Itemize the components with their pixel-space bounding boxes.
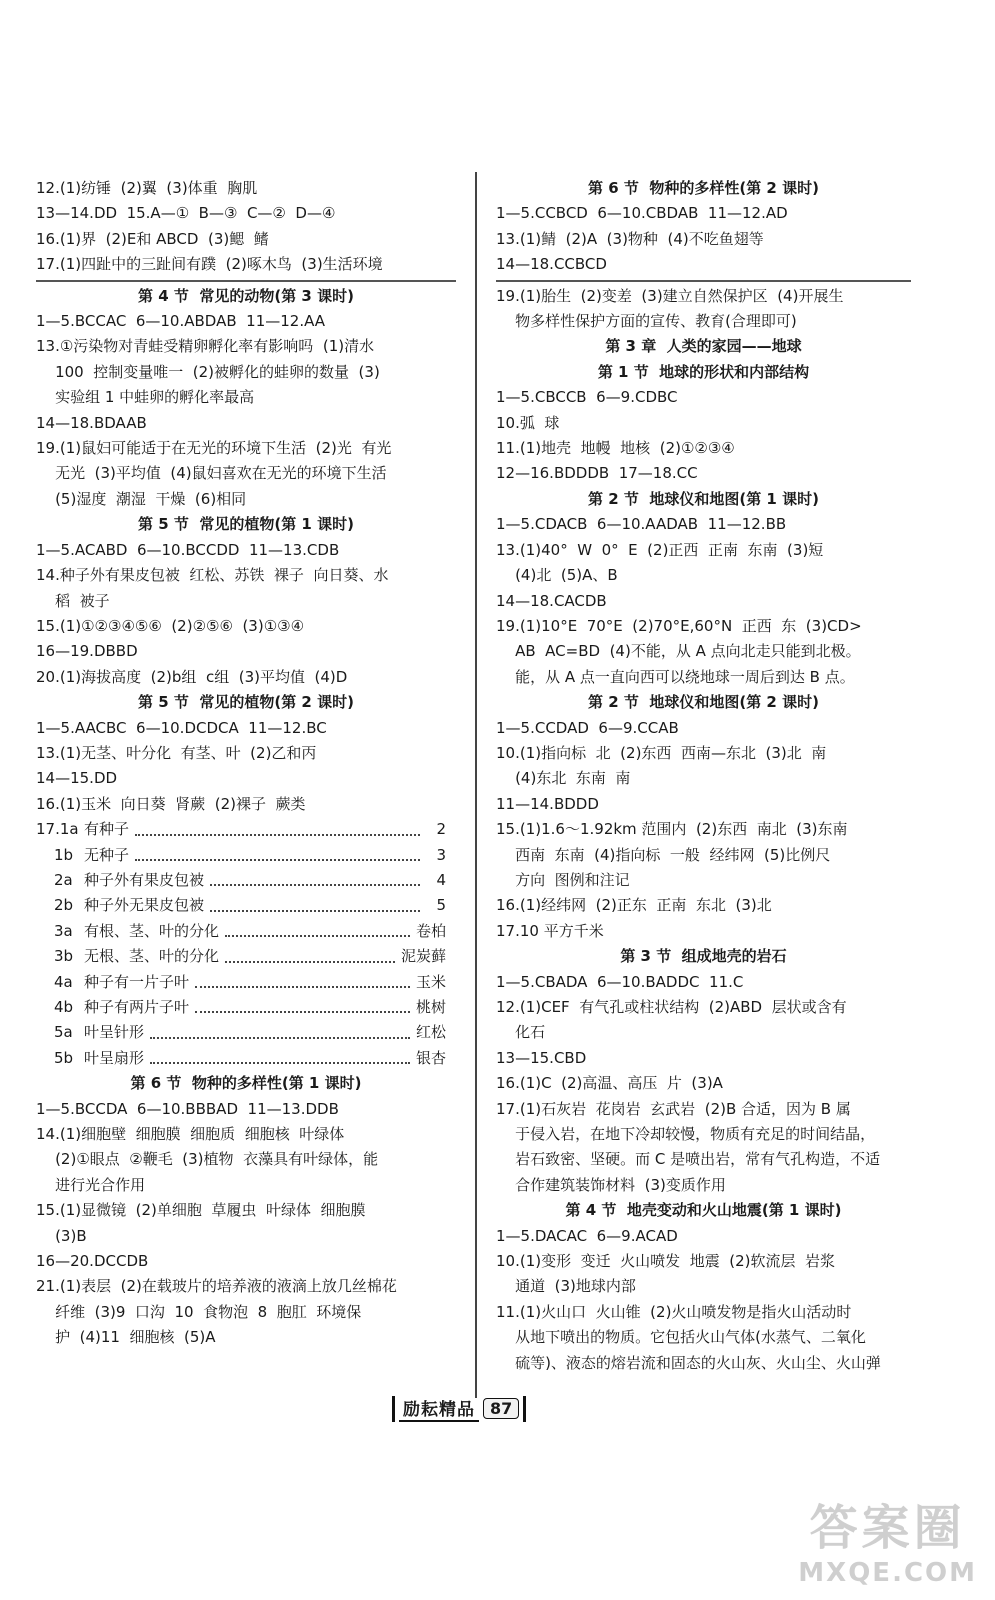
answer-line: 14—18.CACDB — [496, 591, 607, 610]
key-result: 玉米 — [415, 972, 446, 991]
answer-line: 14—18.BDAAB — [36, 413, 147, 432]
page-footer — [392, 1395, 526, 1422]
key-label: 5b — [54, 1048, 74, 1067]
section-heading: 第 5 节 常见的植物(第 2 课时) — [138, 693, 354, 712]
answer-line: 13.①污染物对青蛙受精卵孵化率有影响吗 (1)清水 — [36, 337, 375, 356]
key-text: 叶呈扇形 — [84, 1048, 145, 1067]
answer-line: 13—14.DD 15.A—① B—③ C—② D—④ — [36, 204, 336, 223]
answer-line: 1—5.CBADA 6—10.BADDC 11.C — [496, 972, 744, 991]
answer-line: 岩石致密、坚硬。而 C 是喷出岩，常有气孔构造，不适 — [496, 1150, 881, 1169]
answer-line: 通道 (3)地球内部 — [496, 1277, 636, 1296]
answer-line: 16—19.DBBD — [36, 642, 138, 661]
key-label: 3b — [54, 947, 74, 966]
watermark-url: MXQE.COM — [798, 1558, 977, 1588]
answer-line: 17.(1)四趾中的三趾间有蹼 (2)啄木鸟 (3)生活环境 — [36, 255, 383, 274]
footer-bar-left — [392, 1396, 395, 1422]
answer-line: 12.(1)纺锤 (2)翼 (3)体重 胸肌 — [36, 179, 258, 197]
answer-line: 16.(1)界 (2)E和 ABCD (3)鳃 鳍 — [36, 229, 269, 248]
key-row — [36, 919, 456, 944]
right-block-3 — [496, 512, 911, 690]
answer-line: (4)北 (5)A、B — [496, 566, 618, 585]
answer-line: 护 (4)11 细胞核 (5)A — [36, 1328, 216, 1347]
answer-line: 纤维 (3)9 口沟 10 食物泡 8 胞肛 环境保 — [36, 1302, 362, 1321]
answer-line: 17.(1)石灰岩 花岗岩 玄武岩 (2)B 合适，因为 B 属 — [496, 1099, 851, 1118]
key-label: 17.1a — [36, 820, 79, 839]
answer-line: 1—5.AACBC 6—10.DCDCA 11—12.BC — [36, 718, 327, 737]
section-heading: 第 2 节 地球仪和地图(第 1 课时) — [588, 489, 819, 508]
key-result: 4 — [436, 870, 446, 889]
right-block-1b — [496, 284, 911, 335]
section-heading: 第 6 节 物种的多样性(第 1 课时) — [130, 1074, 362, 1093]
answer-line: 16.(1)C (2)高温、高压 片 (3)A — [496, 1074, 723, 1093]
answer-line: 实验组 1 中蛙卵的孵化率最高 — [36, 388, 255, 407]
answer-line: 无光 (3)平均值 (4)鼠妇喜欢在无光的环境下生活 — [36, 464, 387, 483]
right-block-2 — [496, 385, 911, 487]
answer-line: 11.(1)地壳 地幔 地核 (2)①②③④ — [496, 439, 735, 458]
answer-line: 19.(1)10°E 70°E (2)70°E,60°N 正西 东 (3)CD> — [496, 616, 862, 635]
key-text: 种子有两片子叶 — [84, 998, 190, 1016]
left-block-2 — [36, 309, 456, 512]
answer-line: 1—5.CBCCB 6—9.CDBC — [496, 388, 678, 407]
key-text: 无种子 — [84, 845, 130, 864]
answer-line: 于侵入岩，在地下冷却较慢，物质有充足的时间结晶， — [496, 1125, 876, 1144]
answer-line: 14—15.DD — [36, 769, 118, 788]
key-leader — [135, 843, 420, 861]
section-rule — [496, 280, 911, 282]
left-block-1 — [36, 176, 456, 278]
answer-line: 13.(1)无茎、叶分化 有茎、叶 (2)乙和丙 — [36, 743, 317, 762]
answer-line: 1—5.BCCAC 6—10.ABDAB 11—12.AA — [36, 312, 326, 331]
answer-line: (5)湿度 潮湿 干燥 (6)相同 — [36, 489, 247, 508]
answer-line: 11—14.BDDD — [496, 794, 599, 813]
key-text: 种子外无果皮包被 — [84, 896, 205, 915]
answer-line: 19.(1)鼠妇可能适于在无光的环境下生活 (2)光 有光 — [36, 439, 392, 458]
right-block-4 — [496, 716, 911, 945]
key-row — [36, 843, 456, 868]
answer-line: 方向 图例和注记 — [496, 870, 630, 889]
watermark — [798, 1489, 977, 1588]
answer-line: (3)B — [36, 1226, 87, 1245]
section-heading: 第 3 节 组成地壳的岩石 — [620, 947, 787, 966]
key-label: 3a — [54, 921, 73, 940]
key-text: 叶呈针形 — [84, 1023, 145, 1042]
key-result: 红松 — [415, 1023, 446, 1042]
key-label: 1b — [54, 845, 74, 864]
right-block-5 — [496, 970, 911, 1199]
answer-line: 西南 东南 (4)指向标 一般 经纬网 (5)比例尺 — [496, 845, 831, 864]
key-label: 5a — [54, 1023, 73, 1042]
answer-line: (2)①眼点 ②鞭毛 (3)植物 衣藻具有叶绿体，能 — [36, 1150, 379, 1169]
key-label: 2a — [54, 870, 73, 889]
answer-line: 13.(1)40° W 0° E (2)正西 正南 东南 (3)短 — [496, 540, 824, 559]
key-row — [36, 1020, 456, 1045]
answer-line: 20.(1)海拔高度 (2)b组 c组 (3)平均值 (4)D — [36, 667, 348, 686]
right-block-1 — [496, 201, 911, 277]
watermark-title: 答案圈 — [809, 1500, 966, 1556]
left-column — [36, 176, 456, 1351]
answer-line: 15.(1)1.6～1.92km 范围内 (2)东西 南北 (3)东南 — [496, 820, 848, 839]
footer-bar-right — [523, 1396, 526, 1422]
answer-line: 14.种子外有果皮包被 红松、苏铁 裸子 向日葵、水 — [36, 566, 389, 585]
dichotomous-key — [36, 817, 456, 1071]
answer-line: 16.(1)经纬网 (2)正东 正南 东北 (3)北 — [496, 896, 772, 915]
key-result: 2 — [436, 820, 446, 839]
section-heading: 第 4 节 地壳变动和火山地震(第 1 课时) — [565, 1201, 842, 1220]
section-heading: 第 5 节 常见的植物(第 1 课时) — [138, 515, 354, 534]
key-label: 4a — [54, 972, 73, 991]
answer-line: 14—18.CCBCD — [496, 255, 607, 274]
key-text: 种子外有果皮包被 — [84, 870, 205, 889]
key-leader — [210, 868, 420, 886]
page-number: 87 — [483, 1398, 519, 1419]
key-text: 种子有一片子叶 — [84, 972, 190, 991]
key-leader — [210, 893, 420, 911]
key-leader — [150, 1020, 410, 1038]
answer-line: 1—5.DACAC 6—9.ACAD — [496, 1226, 678, 1245]
answer-line: 1—5.BCCDA 6—10.BBBAD 11—13.DDB — [36, 1099, 339, 1118]
left-block-5 — [36, 1097, 456, 1351]
key-text: 有根、茎、叶的分化 — [84, 921, 220, 940]
key-row — [36, 995, 456, 1020]
key-result: 3 — [436, 845, 446, 864]
answer-line: 1—5.CCDAD 6—9.CCAB — [496, 718, 679, 737]
answer-line: 17.10 平方千米 — [496, 921, 604, 940]
key-leader — [135, 817, 420, 835]
answer-line: 16—20.DCCDB — [36, 1252, 149, 1271]
footer-brand: 励耘精品 — [399, 1395, 479, 1422]
column-divider — [475, 172, 477, 1398]
key-row — [36, 1046, 456, 1071]
answer-line: 10.(1)变形 变迁 火山喷发 地震 (2)软流层 岩浆 — [496, 1252, 836, 1271]
answer-line: 从地下喷出的物质。它包括火山气体(水蒸气、二氧化 — [496, 1328, 866, 1347]
key-row — [36, 868, 456, 893]
section-heading: 第 6 节 物种的多样性(第 2 课时) — [588, 179, 819, 197]
key-row — [36, 817, 456, 842]
answer-line: 1—5.CDACB 6—10.AADAB 11—12.BB — [496, 515, 787, 534]
key-label: 4b — [54, 998, 74, 1016]
answer-line: (4)东北 东南 南 — [496, 769, 631, 788]
key-result: 桃树 — [415, 998, 446, 1016]
answer-line: 12.(1)CEF 有气孔或柱状结构 (2)ABD 层状或含有 — [496, 998, 847, 1016]
key-leader — [195, 995, 410, 1013]
answer-line: 19.(1)胎生 (2)变差 (3)建立自然保护区 (4)开展生 — [496, 286, 844, 305]
key-leader — [150, 1046, 410, 1064]
answer-line: 1—5.ACABD 6—10.BCCDD 11—13.CDB — [36, 540, 340, 559]
answer-line: 稻 被子 — [36, 591, 110, 610]
answer-line: AB AC=BD (4)不能，从 A 点向北走只能到北极。 — [496, 642, 861, 661]
right-column — [496, 176, 911, 1376]
key-leader — [225, 919, 410, 937]
answer-line: 13—15.CBD — [496, 1048, 587, 1067]
section-heading: 第 2 节 地球仪和地图(第 2 课时) — [588, 693, 819, 712]
key-result: 5 — [436, 896, 446, 915]
key-result: 卷柏 — [415, 921, 446, 940]
right-block-6 — [496, 1224, 911, 1376]
answer-line: 进行光合作用 — [36, 1175, 146, 1194]
key-label: 2b — [54, 896, 74, 915]
answer-line: 物多样性保护方面的宣传、教育(合理即可) — [496, 312, 797, 331]
key-text: 无根、茎、叶的分化 — [84, 947, 220, 966]
answer-line: 12—16.BDDDB 17—18.CC — [496, 464, 698, 483]
answer-line: 11.(1)火山口 火山锥 (2)火山喷发物是指火山活动时 — [496, 1302, 852, 1321]
section-heading: 第 1 节 地球的形状和内部结构 — [597, 362, 810, 381]
answer-line: 10.弧 球 — [496, 413, 560, 432]
answer-line: 15.(1)显微镜 (2)单细胞 草履虫 叶绿体 细胞膜 — [36, 1201, 366, 1220]
key-row — [36, 944, 456, 969]
answer-line: 10.(1)指向标 北 (2)东西 西南—东北 (3)北 南 — [496, 743, 827, 762]
answer-line: 16.(1)玉米 向日葵 肾蕨 (2)裸子 蕨类 — [36, 794, 306, 813]
left-block-4 — [36, 716, 456, 818]
answer-line: 能，从 A 点一直向西可以绕地球一周后到达 B 点。 — [496, 667, 855, 686]
answer-line: 1—5.CCBCD 6—10.CBDAB 11—12.AD — [496, 204, 788, 223]
answer-line: 化石 — [496, 1023, 546, 1042]
key-leader — [195, 970, 410, 988]
key-row — [36, 970, 456, 995]
answer-line: 合作建筑装饰材料 (3)变质作用 — [496, 1175, 726, 1194]
chapter-heading: 第 3 章 人类的家园——地球 — [605, 337, 802, 356]
answer-line: 14.(1)细胞壁 细胞膜 细胞质 细胞核 叶绿体 — [36, 1125, 345, 1144]
answer-line: 硫等)、液态的熔岩流和固态的火山灰、火山尘、火山弹 — [496, 1353, 881, 1372]
key-row — [36, 893, 456, 918]
key-text: 有种子 — [84, 820, 130, 839]
key-result: 泥炭藓 — [400, 947, 446, 966]
section-heading: 第 4 节 常见的动物(第 3 课时) — [138, 286, 354, 305]
key-result: 银杏 — [415, 1048, 446, 1067]
answer-line: 100 控制变量唯一 (2)被孵化的蛙卵的数量 (3) — [36, 362, 380, 381]
answer-line: 15.(1)①②③④⑤⑥ (2)②⑤⑥ (3)①③④ — [36, 616, 305, 635]
answer-line: 21.(1)表层 (2)在载玻片的培养液的液滴上放几丝棉花 — [36, 1277, 397, 1296]
section-rule — [36, 280, 456, 282]
left-block-3 — [36, 538, 456, 690]
key-leader — [225, 944, 395, 962]
answer-line: 13.(1)鲭 (2)A (3)物种 (4)不吃鱼翅等 — [496, 229, 764, 248]
